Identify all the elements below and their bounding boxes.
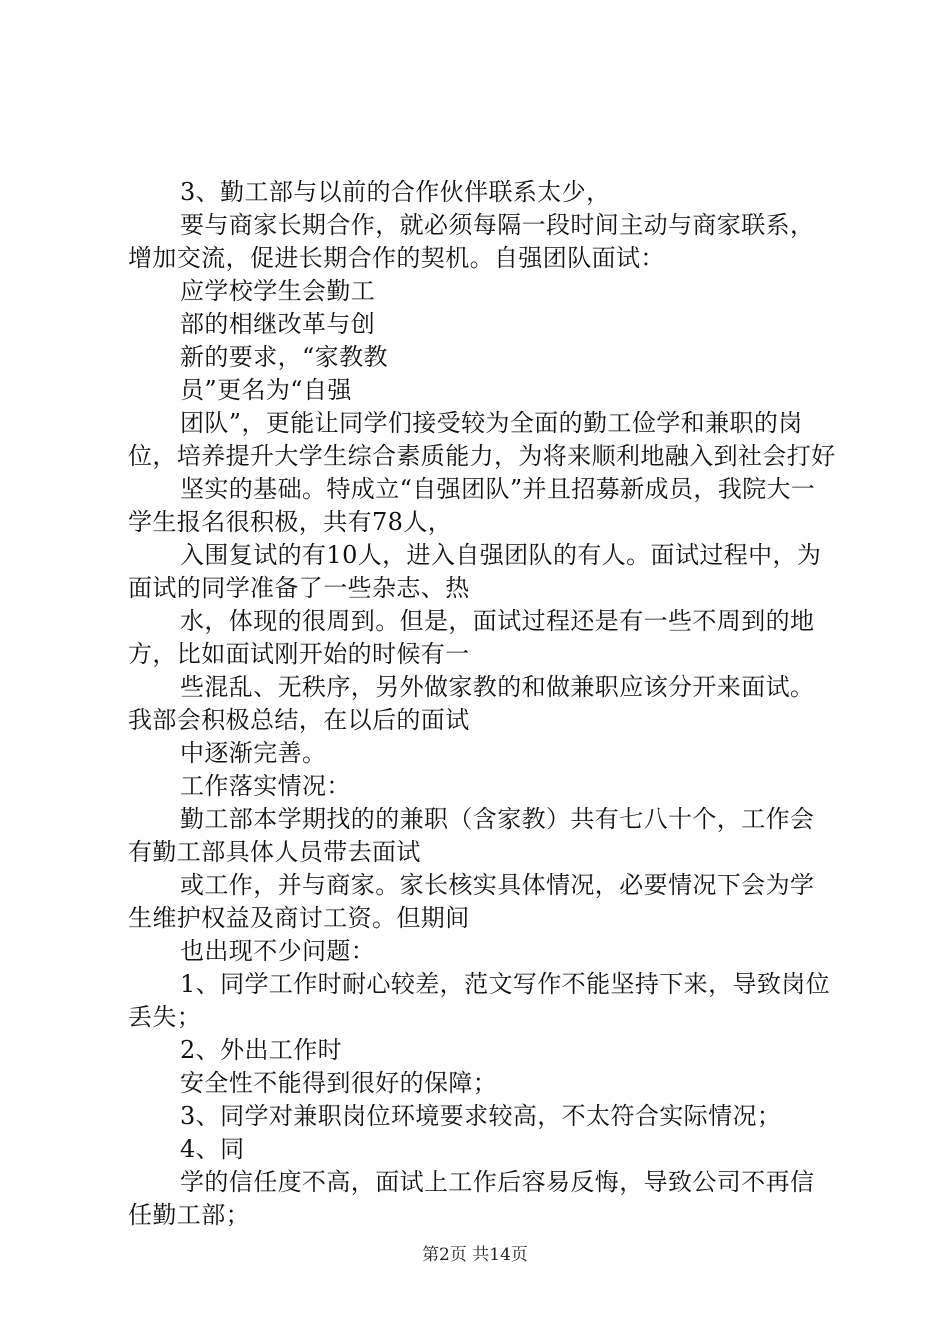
paragraph: 安全性不能得到很好的保障； xyxy=(180,1069,498,1097)
paragraph: 4、同 xyxy=(180,1135,245,1163)
paragraph: 中逐渐完善。 xyxy=(180,739,327,767)
document-body xyxy=(128,176,838,1232)
page-footer xyxy=(0,1244,950,1266)
paragraph: 团队”，更能让同学们接受较为全面的勤工俭学和兼职的岗位，培养提升大学生综合素质能力，为将来顺利地融入到社会打好 xyxy=(128,409,836,470)
paragraph: 2、外出工作时 xyxy=(180,1036,343,1064)
paragraph: 3、勤工部与以前的合作伙伴联系太少， xyxy=(180,178,611,206)
paragraph: 勤工部本学期找的的兼职（含家教）共有七八十个，工作会有勤工部具体人员带去面试 xyxy=(128,805,815,866)
paragraph: 坚实的基础。特成立“自强团队”并且招募新成员，我院大一学生报名很积极，共有78人， xyxy=(128,475,816,536)
paragraph: 入围复试的有10人，进入自强团队的有人。面试过程中，为面试的同学准备了一些杂志、热 xyxy=(128,541,822,602)
paragraph: 应学校学生会勤工 xyxy=(180,277,376,305)
paragraph: 工作落实情况： xyxy=(180,772,351,800)
paragraph: 也出现不少问题： xyxy=(180,937,376,965)
paragraph: 部的相继改革与创 xyxy=(180,310,376,338)
paragraph: 员”更名为“自强 xyxy=(180,376,352,404)
paragraph: 或工作，并与商家。家长核实具体情况，必要情况下会为学生维护权益及商讨工资。但期间 xyxy=(128,871,815,932)
paragraph: 3、同学对兼职岗位环境要求较高，不太符合实际情况； xyxy=(180,1102,782,1130)
paragraph: 要与商家长期合作，就必须每隔一段时间主动与商家联系，增加交流，促进长期合作的契机。自强团队面试： xyxy=(128,211,815,272)
paragraph: 学的信任度不高，面试上工作后容易反悔，导致公司不再信任勤工部； xyxy=(128,1168,815,1229)
page-number-label: 第2页 共14页 xyxy=(422,1245,528,1265)
paragraph: 1、同学工作时耐心较差，范文写作不能坚持下来，导致岗位丢失； xyxy=(128,970,831,1031)
paragraph: 些混乱、无秩序，另外做家教的和做兼职应该分开来面试。我部会积极总结，在以后的面试 xyxy=(128,673,815,734)
paragraph: 水，体现的很周到。但是，面试过程还是有一些不周到的地方，比如面试刚开始的时候有一 xyxy=(128,607,815,668)
paragraph: 新的要求，“家教教 xyxy=(180,343,388,371)
